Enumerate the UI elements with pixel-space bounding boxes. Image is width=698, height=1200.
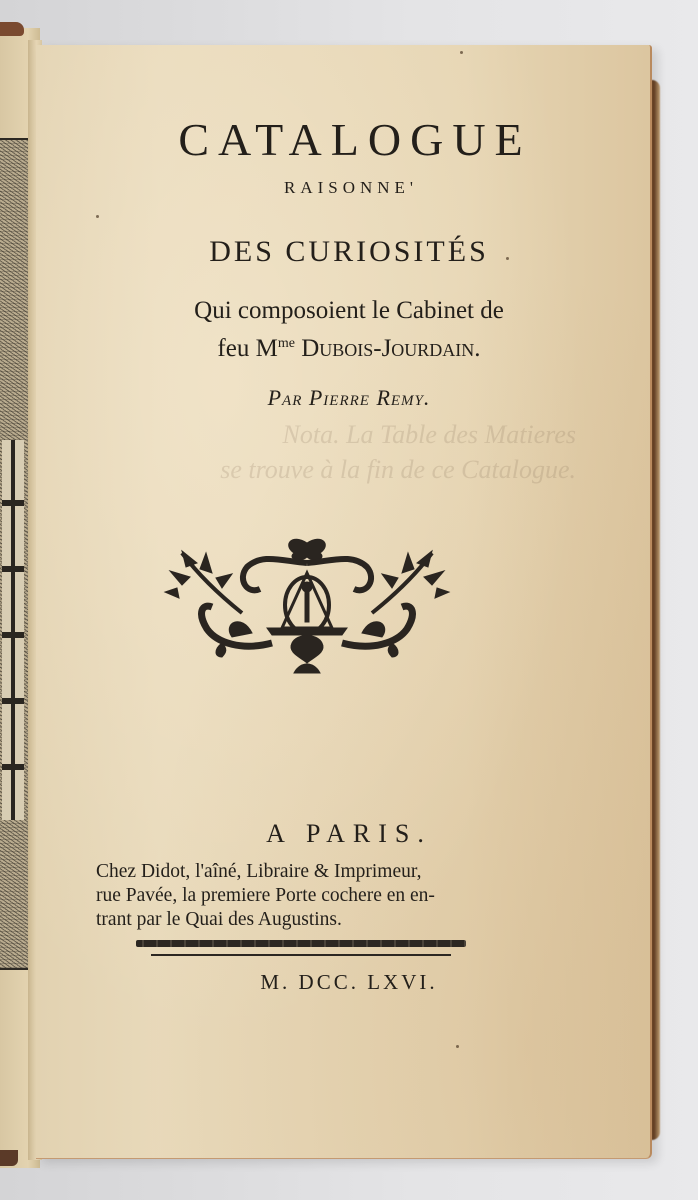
show-through-text-1: Nota. La Table des Matieres <box>282 420 576 449</box>
floral-vignette-icon <box>162 533 452 683</box>
book-subtitle: RAISONNE' <box>283 178 418 197</box>
description-line-1: Qui composoient le Cabinet de <box>194 297 504 324</box>
description-superscript: me <box>277 336 295 351</box>
imprint-line-2: rue Pavée, la premiere Porte cochere en en- <box>96 885 435 906</box>
show-through-text-2: se trouve à la fin de ce Catalogue. <box>220 455 576 484</box>
book-subtitle-2: DES CURIOSITÉS <box>209 235 489 268</box>
publication-place: A PARIS. <box>266 819 432 848</box>
publication-date: M. DCC. LXVI. <box>260 970 438 994</box>
thin-rule <box>151 954 451 956</box>
imprint-line-1: Chez Didot, l'aîné, Libraire & Imprimeur, <box>96 861 422 882</box>
description-line-2 <box>42 335 656 363</box>
author-line: Par Pierre Remy. <box>267 385 431 410</box>
binding-corner-bottom <box>0 1150 18 1166</box>
paper-speck <box>96 215 99 218</box>
ornamental-rule <box>136 940 466 947</box>
paper-speck <box>506 257 509 260</box>
paper-speck <box>456 1045 459 1048</box>
description-prefix: feu M <box>217 335 278 362</box>
collector-name: Dubois-Jourdain. <box>301 335 481 362</box>
title-page <box>36 45 652 1159</box>
binding-corner-top <box>0 22 24 36</box>
book-title: CATALOGUE <box>178 114 532 165</box>
paper-speck <box>460 51 463 54</box>
frontispiece-engraving <box>0 138 30 970</box>
imprint-line-3: trant par le Quai des Augustins. <box>96 909 342 930</box>
engraved-window <box>2 440 24 820</box>
